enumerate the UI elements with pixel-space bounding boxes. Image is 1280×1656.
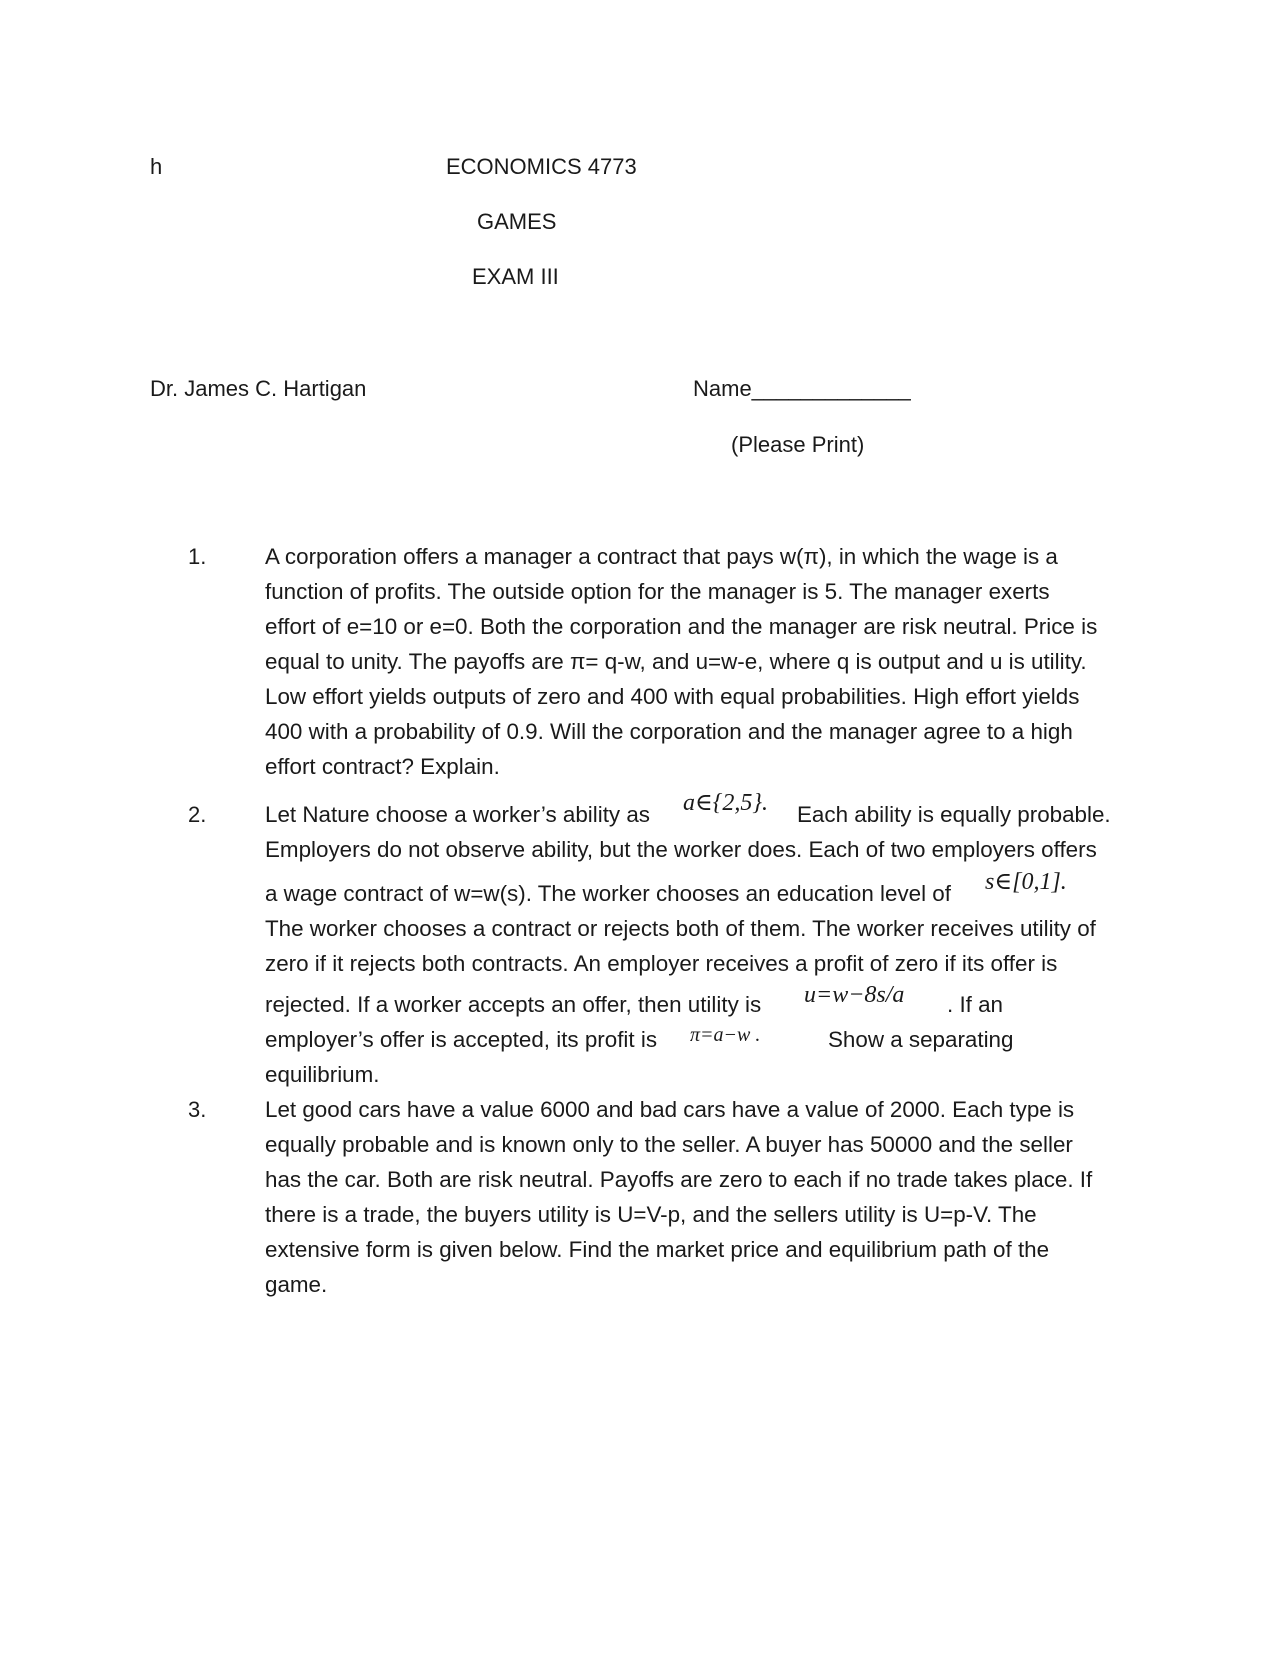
- question-line: zero if it rejects both contracts. An employer receives a profit of zero if its offer is: [265, 951, 1058, 976]
- print-note: (Please Print): [731, 432, 865, 457]
- question-line: has the car. Both are risk neutral. Payoffs are zero to each if no trade takes place. If: [265, 1167, 1093, 1192]
- question-line: a wage contract of w=w(s). The worker chooses an education level of: [265, 881, 951, 906]
- question-line: game.: [265, 1272, 328, 1297]
- question-number: 3.: [188, 1097, 207, 1122]
- question-line: The worker chooses a contract or rejects both of them. The worker receives utility of: [265, 916, 1096, 941]
- question-line: equally probable and is known only to the seller. A buyer has 50000 and the seller: [265, 1132, 1073, 1157]
- math-profit-formula: π=a−w .: [690, 1024, 761, 1046]
- question-line: equilibrium.: [265, 1062, 380, 1087]
- question-line: Low effort yields outputs of zero and 400 with equal probabilities. High effort yields: [265, 684, 1080, 709]
- question-line: 400 with a probability of 0.9. Will the corporation and the manager agree to a high: [265, 719, 1073, 744]
- question-line: Employers do not observe ability, but the worker does. Each of two employers offers: [265, 837, 1097, 862]
- stray-letter: h: [150, 154, 163, 179]
- question-line: Each ability is equally probable.: [797, 802, 1111, 827]
- question-line: Let Nature choose a worker’s ability as: [265, 802, 650, 827]
- question-line: Let good cars have a value 6000 and bad cars have a value of 2000. Each type is: [265, 1097, 1075, 1122]
- question-number: 2.: [188, 802, 207, 827]
- math-education-set: s∈[0,1].: [985, 869, 1067, 895]
- exam-title: EXAM III: [472, 264, 559, 289]
- course-title: ECONOMICS 4773: [446, 154, 637, 179]
- math-utility-formula: u=w−8s/a: [804, 982, 905, 1008]
- question-line: effort of e=10 or e=0. Both the corporation and the manager are risk neutral. Price is: [265, 614, 1098, 639]
- math-ability-set: a∈{2,5}.: [683, 790, 768, 816]
- question-line: function of profits. The outside option for the manager is 5. The manager exerts: [265, 579, 1050, 604]
- question-line: effort contract? Explain.: [265, 754, 500, 779]
- question-line: employer’s offer is accepted, its profit is: [265, 1027, 658, 1052]
- question-line: there is a trade, the buyers utility is U=V-p, and the sellers utility is U=p-V. The: [265, 1202, 1037, 1227]
- subject-title: GAMES: [477, 209, 557, 234]
- question-line: Show a separating: [828, 1027, 1014, 1052]
- question-line: . If an: [947, 992, 1004, 1017]
- question-line: rejected. If a worker accepts an offer, then utility is: [265, 992, 762, 1017]
- question-number: 1.: [188, 544, 207, 569]
- question-line: A corporation offers a manager a contract that pays w(π), in which the wage is a: [265, 544, 1058, 569]
- student-name-field: Name_____________: [693, 376, 911, 401]
- question-line: extensive form is given below. Find the market price and equilibrium path of the: [265, 1237, 1050, 1262]
- instructor-name: Dr. James C. Hartigan: [150, 376, 367, 401]
- question-line: equal to unity. The payoffs are π= q-w, and u=w-e, where q is output and u is utility.: [265, 649, 1087, 674]
